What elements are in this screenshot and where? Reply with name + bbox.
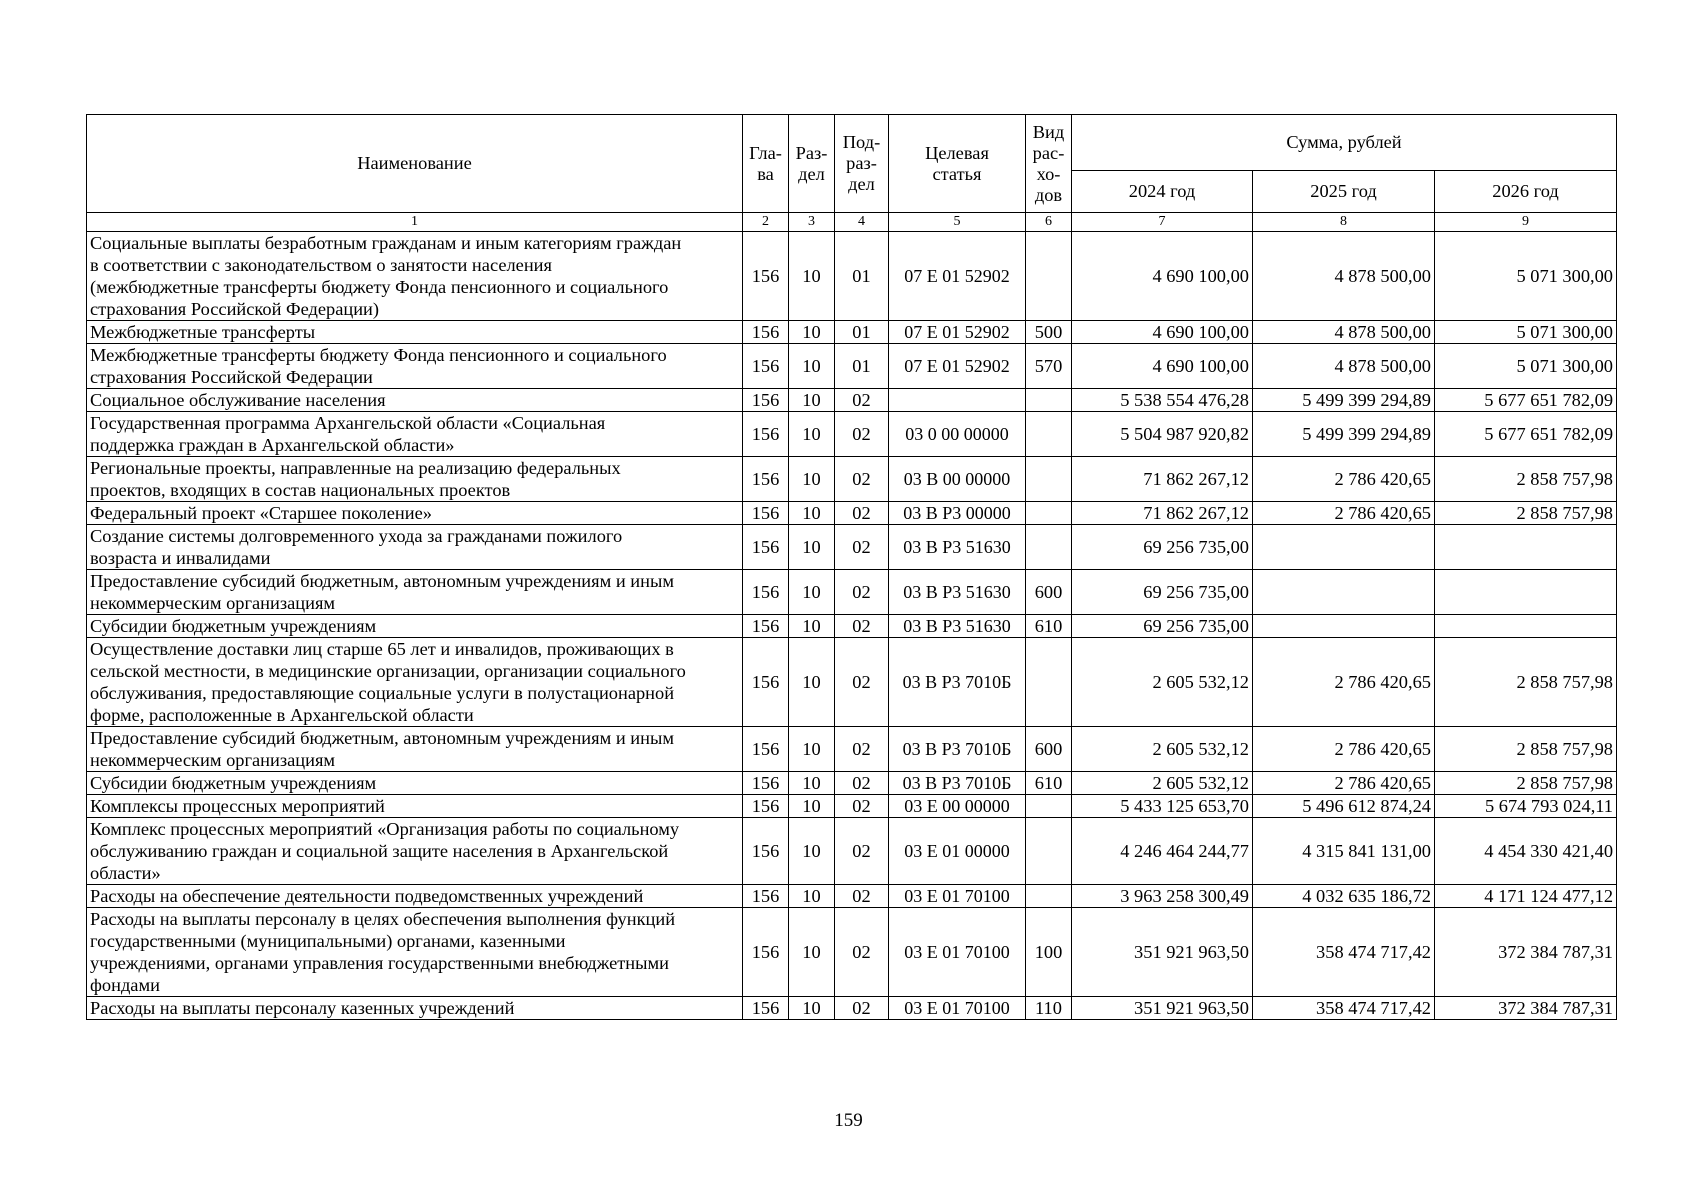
row-target-article: 07 Е 01 52902 [889,232,1026,321]
row-amount-2025: 4 315 841 131,00 [1253,818,1435,885]
row-subsection: 02 [835,772,889,795]
row-amount-2024: 5 538 554 476,28 [1072,389,1253,412]
row-expense-type: 100 [1026,908,1072,997]
row-target-article [889,389,1026,412]
row-name-line: Расходы на выплаты персоналу в целях обеспечения выполнения функций [90,909,676,929]
row-name [87,232,743,321]
row-chapter: 156 [743,615,789,638]
row-subsection: 02 [835,615,889,638]
table-row [87,389,1617,412]
row-target-article: 03 Е 01 70100 [889,908,1026,997]
row-section: 10 [789,885,835,908]
row-amount-2025: 5 496 612 874,24 [1253,795,1435,818]
row-amount-2026: 372 384 787,31 [1435,997,1617,1020]
row-section: 10 [789,997,835,1020]
row-amount-2024: 69 256 735,00 [1072,570,1253,615]
row-name-line: Субсидии бюджетным учреждениям [90,616,377,636]
header-year-2025: 2025 год [1253,171,1435,213]
row-subsection: 02 [835,502,889,525]
row-section: 10 [789,772,835,795]
row-expense-type [1026,412,1072,457]
row-amount-2024: 2 605 532,12 [1072,727,1253,772]
row-name-line: некоммерческим организациям [90,593,336,613]
table-row [87,997,1617,1020]
row-section: 10 [789,389,835,412]
row-subsection: 02 [835,412,889,457]
column-number: 8 [1253,213,1435,232]
row-name [87,412,743,457]
table-row [87,615,1617,638]
row-name [87,727,743,772]
row-name-line: обслуживания, предоставляющие социальные услуги в полустационарной [90,683,675,703]
row-name [87,502,743,525]
row-amount-2024: 2 605 532,12 [1072,638,1253,727]
row-amount-2026: 5 071 300,00 [1435,344,1617,389]
row-name [87,908,743,997]
table-row [87,502,1617,525]
row-name-line: Осуществление доставки лиц старше 65 лет и инвалидов, проживающих в [90,639,674,659]
row-amount-2025: 4 032 635 186,72 [1253,885,1435,908]
row-section: 10 [789,570,835,615]
row-target-article: 03 В Р3 00000 [889,502,1026,525]
row-subsection: 02 [835,525,889,570]
row-chapter: 156 [743,795,789,818]
row-amount-2026: 5 071 300,00 [1435,321,1617,344]
row-name-line: Социальное обслуживание населения [90,390,386,410]
row-amount-2024: 71 862 267,12 [1072,502,1253,525]
header-sum: Сумма, рублей [1072,115,1617,171]
header-chapter: Гла- ва [743,115,789,213]
row-chapter: 156 [743,412,789,457]
row-name-line: Предоставление субсидий бюджетным, автономным учреждениям и иным [90,571,674,591]
row-amount-2024: 69 256 735,00 [1072,525,1253,570]
row-name [87,997,743,1020]
row-expense-type [1026,525,1072,570]
row-amount-2026: 2 858 757,98 [1435,457,1617,502]
table-row [87,570,1617,615]
row-subsection: 01 [835,344,889,389]
row-amount-2025: 2 786 420,65 [1253,772,1435,795]
header-year-2024: 2024 год [1072,171,1253,213]
row-section: 10 [789,412,835,457]
row-name-line: Межбюджетные трансферты [90,322,316,342]
row-amount-2024: 351 921 963,50 [1072,908,1253,997]
row-name [87,638,743,727]
row-subsection: 02 [835,997,889,1020]
row-expense-type [1026,885,1072,908]
row-subsection: 02 [835,908,889,997]
budget-table [86,114,1617,1020]
row-amount-2026 [1435,615,1617,638]
row-chapter: 156 [743,525,789,570]
column-number: 1 [87,213,743,232]
row-name-line: Региональные проекты, направленные на реализацию федеральных [90,458,621,478]
row-name-line: Государственная программа Архангельской области «Социальная [90,413,606,433]
row-name-line: государственными (муниципальными) органами, казенными [90,931,566,951]
row-section: 10 [789,232,835,321]
column-number: 4 [835,213,889,232]
row-section: 10 [789,818,835,885]
row-chapter: 156 [743,570,789,615]
row-name [87,772,743,795]
table-row [87,818,1617,885]
row-expense-type: 600 [1026,727,1072,772]
table-row [87,344,1617,389]
page-number: 159 [834,1110,863,1131]
table-row [87,885,1617,908]
row-section: 10 [789,321,835,344]
row-name [87,570,743,615]
row-target-article: 03 0 00 00000 [889,412,1026,457]
row-subsection: 02 [835,885,889,908]
row-chapter: 156 [743,772,789,795]
row-amount-2025: 5 499 399 294,89 [1253,412,1435,457]
row-amount-2026: 372 384 787,31 [1435,908,1617,997]
row-name [87,321,743,344]
row-name-line: Комплекс процессных мероприятий «Организация работы по социальному [90,819,680,839]
row-name-line: учреждениями, органами управления государственными внебюджетными [90,953,669,973]
row-amount-2024: 4 246 464 244,77 [1072,818,1253,885]
row-name-line: Социальные выплаты безработным гражданам и иным категориям граждан [90,233,682,253]
table-row [87,727,1617,772]
row-amount-2026: 2 858 757,98 [1435,502,1617,525]
row-section: 10 [789,908,835,997]
row-chapter: 156 [743,344,789,389]
row-amount-2024: 2 605 532,12 [1072,772,1253,795]
row-target-article: 03 Е 01 70100 [889,885,1026,908]
row-amount-2026: 5 674 793 024,11 [1435,795,1617,818]
row-target-article: 03 В Р3 7010Б [889,727,1026,772]
row-amount-2024: 69 256 735,00 [1072,615,1253,638]
row-amount-2026: 2 858 757,98 [1435,638,1617,727]
row-target-article: 03 В Р3 51630 [889,615,1026,638]
row-subsection: 02 [835,818,889,885]
row-amount-2026: 4 171 124 477,12 [1435,885,1617,908]
row-section: 10 [789,727,835,772]
row-expense-type [1026,232,1072,321]
row-name [87,525,743,570]
row-section: 10 [789,502,835,525]
header-year-2026: 2026 год [1435,171,1617,213]
column-number: 9 [1435,213,1617,232]
row-name [87,885,743,908]
row-expense-type: 610 [1026,615,1072,638]
row-name [87,389,743,412]
table-row [87,232,1617,321]
row-name-line: Федеральный проект «Старшее поколение» [90,503,432,523]
row-expense-type: 110 [1026,997,1072,1020]
row-name-line: обслуживанию граждан и социальной защите населения в Архангельской [90,841,669,861]
row-target-article: 03 В Р3 51630 [889,525,1026,570]
table-row [87,321,1617,344]
row-amount-2024: 4 690 100,00 [1072,321,1253,344]
header-expense-type: Вид рас- хо- дов [1026,115,1072,213]
row-name-line: страхования Российской Федерации) [90,299,380,319]
row-name [87,795,743,818]
header-name: Наименование [87,115,743,213]
row-amount-2025: 4 878 500,00 [1253,344,1435,389]
row-amount-2026: 5 677 651 782,09 [1435,412,1617,457]
row-expense-type [1026,638,1072,727]
row-amount-2026 [1435,525,1617,570]
table-body [87,213,1617,1020]
row-expense-type [1026,457,1072,502]
row-expense-type: 500 [1026,321,1072,344]
row-amount-2024: 3 963 258 300,49 [1072,885,1253,908]
column-number: 6 [1026,213,1072,232]
row-amount-2025: 2 786 420,65 [1253,502,1435,525]
row-amount-2025 [1253,615,1435,638]
row-name-line: Предоставление субсидий бюджетным, автономным учреждениям и иным [90,728,674,748]
row-amount-2026: 2 858 757,98 [1435,727,1617,772]
row-name-line: поддержка граждан в Архангельской области» [90,435,455,455]
header-subsection: Под- раз- дел [835,115,889,213]
row-target-article: 03 В Р3 51630 [889,570,1026,615]
row-section: 10 [789,638,835,727]
table-row [87,457,1617,502]
row-amount-2026: 2 858 757,98 [1435,772,1617,795]
row-name-line: форме, расположенные в Архангельской области [90,705,474,725]
row-chapter: 156 [743,232,789,321]
row-target-article: 03 Е 00 00000 [889,795,1026,818]
row-name-line: Субсидии бюджетным учреждениям [90,773,377,793]
row-target-article: 03 Е 01 70100 [889,997,1026,1020]
row-subsection: 02 [835,570,889,615]
row-amount-2024: 5 433 125 653,70 [1072,795,1253,818]
row-section: 10 [789,457,835,502]
row-amount-2025: 4 878 500,00 [1253,232,1435,321]
column-number-row [87,213,1617,232]
row-name [87,344,743,389]
row-subsection: 01 [835,232,889,321]
row-expense-type [1026,389,1072,412]
header-section: Раз- дел [789,115,835,213]
row-chapter: 156 [743,727,789,772]
row-expense-type: 600 [1026,570,1072,615]
row-name-line: фондами [90,975,160,995]
row-name-line: области» [90,863,161,883]
row-name-line: Комплексы процессных мероприятий [90,796,385,816]
table-row [87,412,1617,457]
header-target-article: Целевая статья [889,115,1026,213]
row-amount-2024: 5 504 987 920,82 [1072,412,1253,457]
row-amount-2024: 71 862 267,12 [1072,457,1253,502]
row-target-article: 03 В Р3 7010Б [889,772,1026,795]
row-amount-2026: 4 454 330 421,40 [1435,818,1617,885]
row-chapter: 156 [743,638,789,727]
row-amount-2025: 2 786 420,65 [1253,457,1435,502]
row-subsection: 02 [835,638,889,727]
table-row [87,795,1617,818]
row-target-article: 03 Е 01 00000 [889,818,1026,885]
row-amount-2025 [1253,525,1435,570]
row-name [87,615,743,638]
row-subsection: 02 [835,795,889,818]
row-amount-2024: 351 921 963,50 [1072,997,1253,1020]
row-name-line: проектов, входящих в состав национальных проектов [90,480,511,500]
row-expense-type: 570 [1026,344,1072,389]
table-row [87,772,1617,795]
row-expense-type: 610 [1026,772,1072,795]
row-amount-2025: 2 786 420,65 [1253,727,1435,772]
row-chapter: 156 [743,818,789,885]
row-section: 10 [789,795,835,818]
row-name [87,457,743,502]
row-section: 10 [789,525,835,570]
row-amount-2025: 4 878 500,00 [1253,321,1435,344]
row-target-article: 03 В Р3 7010Б [889,638,1026,727]
column-number: 7 [1072,213,1253,232]
row-amount-2024: 4 690 100,00 [1072,232,1253,321]
row-name-line: (межбюджетные трансферты бюджету Фонда пенсионного и социального [90,277,669,297]
table-row [87,908,1617,997]
row-name-line: Расходы на выплаты персоналу казенных учреждений [90,998,515,1018]
column-number: 5 [889,213,1026,232]
row-target-article: 07 Е 01 52902 [889,344,1026,389]
row-amount-2025: 2 786 420,65 [1253,638,1435,727]
row-name-line: страхования Российской Федерации [90,367,373,387]
row-section: 10 [789,344,835,389]
row-amount-2025: 358 474 717,42 [1253,997,1435,1020]
row-name-line: некоммерческим организациям [90,750,336,770]
row-amount-2025: 5 499 399 294,89 [1253,389,1435,412]
row-expense-type [1026,795,1072,818]
row-chapter: 156 [743,885,789,908]
table-row [87,525,1617,570]
row-subsection: 02 [835,457,889,502]
row-amount-2025: 358 474 717,42 [1253,908,1435,997]
row-target-article: 03 В 00 00000 [889,457,1026,502]
row-amount-2026: 5 677 651 782,09 [1435,389,1617,412]
row-expense-type [1026,502,1072,525]
row-name [87,818,743,885]
row-chapter: 156 [743,457,789,502]
column-number: 3 [789,213,835,232]
row-name-line: сельской местности, в медицинские организации, организации социального [90,661,686,681]
row-subsection: 01 [835,321,889,344]
row-subsection: 02 [835,727,889,772]
row-target-article: 07 Е 01 52902 [889,321,1026,344]
row-expense-type [1026,818,1072,885]
table-row [87,638,1617,727]
row-name-line: Межбюджетные трансферты бюджету Фонда пенсионного и социального [90,345,667,365]
column-number: 2 [743,213,789,232]
row-name-line: Расходы на обеспечение деятельности подведомственных учреждений [90,886,644,906]
row-amount-2026 [1435,570,1617,615]
row-amount-2024: 4 690 100,00 [1072,344,1253,389]
row-name-line: Создание системы долговременного ухода за гражданами пожилого [90,526,623,546]
row-chapter: 156 [743,321,789,344]
row-amount-2026: 5 071 300,00 [1435,232,1617,321]
row-name-line: возраста и инвалидами [90,548,271,568]
row-chapter: 156 [743,997,789,1020]
row-section: 10 [789,615,835,638]
row-amount-2025 [1253,570,1435,615]
row-subsection: 02 [835,389,889,412]
row-chapter: 156 [743,502,789,525]
row-chapter: 156 [743,389,789,412]
row-chapter: 156 [743,908,789,997]
row-name-line: в соответствии с законодательством о занятости населения [90,255,552,275]
